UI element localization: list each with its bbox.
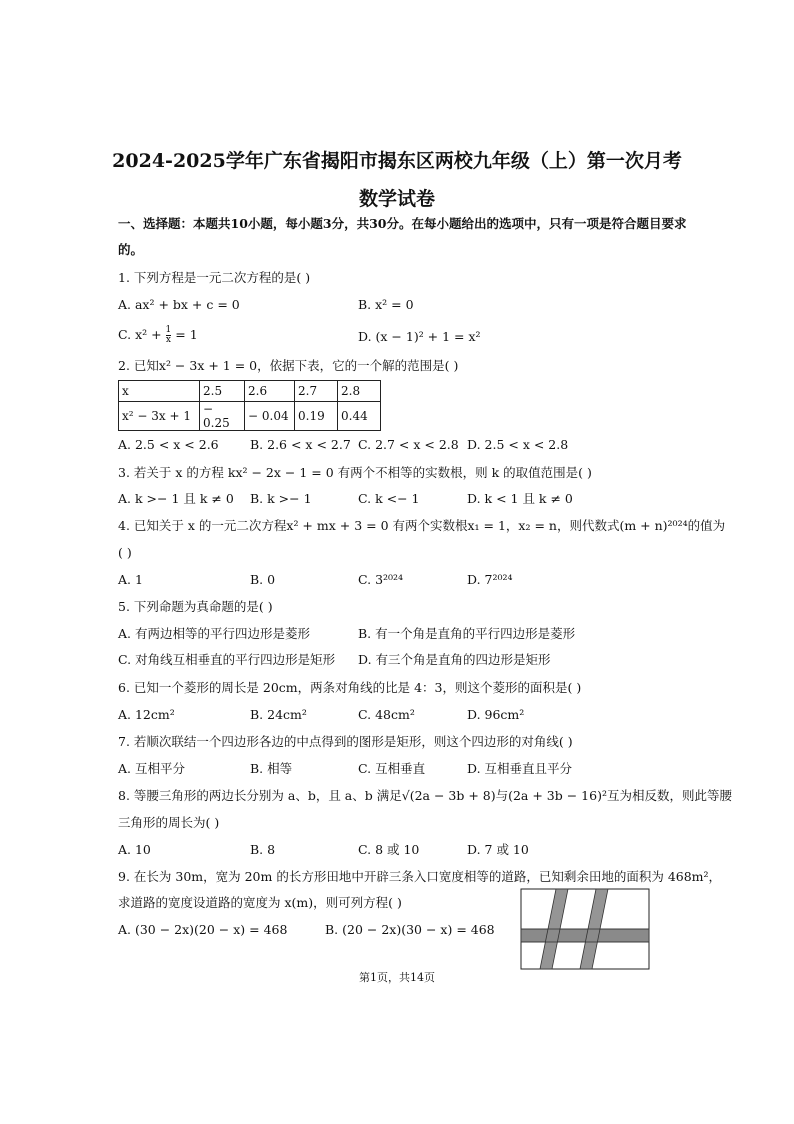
section-heading-cont: 的。 — [118, 242, 144, 257]
q9-stem-cont: 求道路的宽度设道路的宽度为 x(m)，则可列方程( ) — [118, 895, 402, 910]
q8-option-d: D. 7 或 10 — [467, 842, 529, 857]
q5-option-d: D. 有三个角是直角的四边形是矩形 — [358, 652, 551, 667]
table-row — [119, 402, 381, 431]
q8-stem-cont: 三角形的周长为( ) — [118, 815, 220, 830]
q1-option-a: A. ax² + bx + c = 0 — [118, 297, 240, 312]
q5-option-b: B. 有一个角是直角的平行四边形是菱形 — [358, 626, 576, 641]
q8-option-c: C. 8 或 10 — [358, 842, 420, 857]
table-cell: 2.6 — [245, 381, 295, 402]
q2-option-c: C. 2.7 < x < 2.8 — [358, 437, 459, 452]
fraction-denominator: x — [165, 335, 171, 345]
table-cell: − 0.25 — [200, 402, 245, 431]
q1-option-d: D. (x − 1)² + 1 = x² — [358, 329, 481, 344]
section-heading: 一、选择题：本题共10小题，每小题3分，共30分。在每小题给出的选项中，只有一项是符合题目要求 — [118, 216, 687, 231]
q7-option-a: A. 互相平分 — [118, 761, 185, 776]
q9-option-b: B. (20 − 2x)(30 − x) = 468 — [325, 922, 495, 937]
q3-option-c: C. k <− 1 — [358, 491, 420, 506]
q1-option-c — [118, 326, 198, 345]
horizontal-road — [521, 929, 649, 942]
q5-stem: 5. 下列命题为真命题的是( ) — [118, 599, 273, 614]
q7-stem: 7. 若顺次联结一个四边形各边的中点得到的图形是矩形，则这个四边形的对角线( ) — [118, 734, 573, 749]
table-cell: x² − 3x + 1 — [119, 402, 200, 431]
q3-option-d: D. k < 1 且 k ≠ 0 — [467, 491, 573, 506]
q6-option-a: A. 12cm² — [118, 707, 175, 722]
q4-stem: 4. 已知关于 x 的一元二次方程x² + mx + 3 = 0 有两个实数根x₁ = 1，x₂ = n，则代数式(m + n)²⁰²⁴的值为 — [118, 518, 726, 533]
q8-stem: 8. 等腰三角形的两边长分别为 a、b，且 a、b 满足√(2a − 3b + 8)与(2a + 3b − 16)²互为相反数，则此等腰 — [118, 788, 732, 803]
q7-option-d: D. 互相垂直且平分 — [467, 761, 573, 776]
q8-option-a: A. 10 — [118, 842, 151, 857]
table-cell: − 0.04 — [245, 402, 295, 431]
table-cell: x — [119, 381, 200, 402]
q2-option-a: A. 2.5 < x < 2.6 — [118, 437, 219, 452]
q4-stem-cont: ( ) — [118, 545, 132, 560]
q7-option-b: B. 相等 — [250, 761, 293, 776]
fraction-numerator: 1 — [165, 325, 172, 335]
q2-option-d: D. 2.5 < x < 2.8 — [467, 437, 569, 452]
q2-option-b: B. 2.6 < x < 2.7 — [250, 437, 351, 452]
exam-subtitle: 数学试卷 — [358, 188, 435, 210]
q4-option-c: C. 3²⁰²⁴ — [358, 572, 404, 587]
q6-option-d: D. 96cm² — [467, 707, 525, 722]
q8-option-b: B. 8 — [250, 842, 276, 857]
q1-option-b: B. x² = 0 — [358, 297, 414, 312]
q1-stem: 1. 下列方程是一元二次方程的是( ) — [118, 270, 311, 285]
table-cell: 2.5 — [200, 381, 245, 402]
page-footer: 第1页，共14页 — [359, 971, 435, 984]
exam-title: 2024-2025学年广东省揭阳市揭东区两校九年级（上）第一次月考 — [112, 150, 682, 172]
q1-option-c-pre: C. x² + — [118, 327, 166, 342]
q6-option-c: C. 48cm² — [358, 707, 415, 722]
q3-option-a: A. k >− 1 且 k ≠ 0 — [118, 491, 234, 506]
table-row — [119, 381, 381, 402]
table-cell: 0.44 — [338, 402, 381, 431]
q4-option-a: A. 1 — [118, 572, 143, 587]
q3-option-b: B. k >− 1 — [250, 491, 312, 506]
q3-stem: 3. 若关于 x 的方程 kx² − 2x − 1 = 0 有两个不相等的实数根，则 k 的取值范围是( ) — [118, 465, 592, 480]
q1-option-c-post: = 1 — [171, 327, 198, 342]
q9-stem: 9. 在长为 30m，宽为 20m 的长方形田地中开辟三条入口宽度相等的道路，已知剩余田地的面积为 468m²， — [118, 869, 722, 884]
q2-value-table — [118, 380, 381, 431]
q2-stem: 2. 已知x² − 3x + 1 = 0，依据下表，它的一个解的范围是( ) — [118, 358, 459, 373]
q5-option-a: A. 有两边相等的平行四边形是菱形 — [118, 626, 310, 641]
q4-option-b: B. 0 — [250, 572, 276, 587]
q6-stem: 6. 已知一个菱形的周长是 20cm，两条对角线的比是 4：3，则这个菱形的面积是( ) — [118, 680, 582, 695]
table-cell: 2.8 — [338, 381, 381, 402]
q4-option-d: D. 7²⁰²⁴ — [467, 572, 513, 587]
q5-option-c: C. 对角线互相垂直的平行四边形是矩形 — [118, 652, 336, 667]
q6-option-b: B. 24cm² — [250, 707, 307, 722]
q7-option-c: C. 互相垂直 — [358, 761, 426, 776]
q9-option-a: A. (30 − 2x)(20 − x) = 468 — [118, 922, 288, 937]
table-cell: 2.7 — [295, 381, 338, 402]
field-roads-figure — [520, 888, 650, 970]
table-cell: 0.19 — [295, 402, 338, 431]
